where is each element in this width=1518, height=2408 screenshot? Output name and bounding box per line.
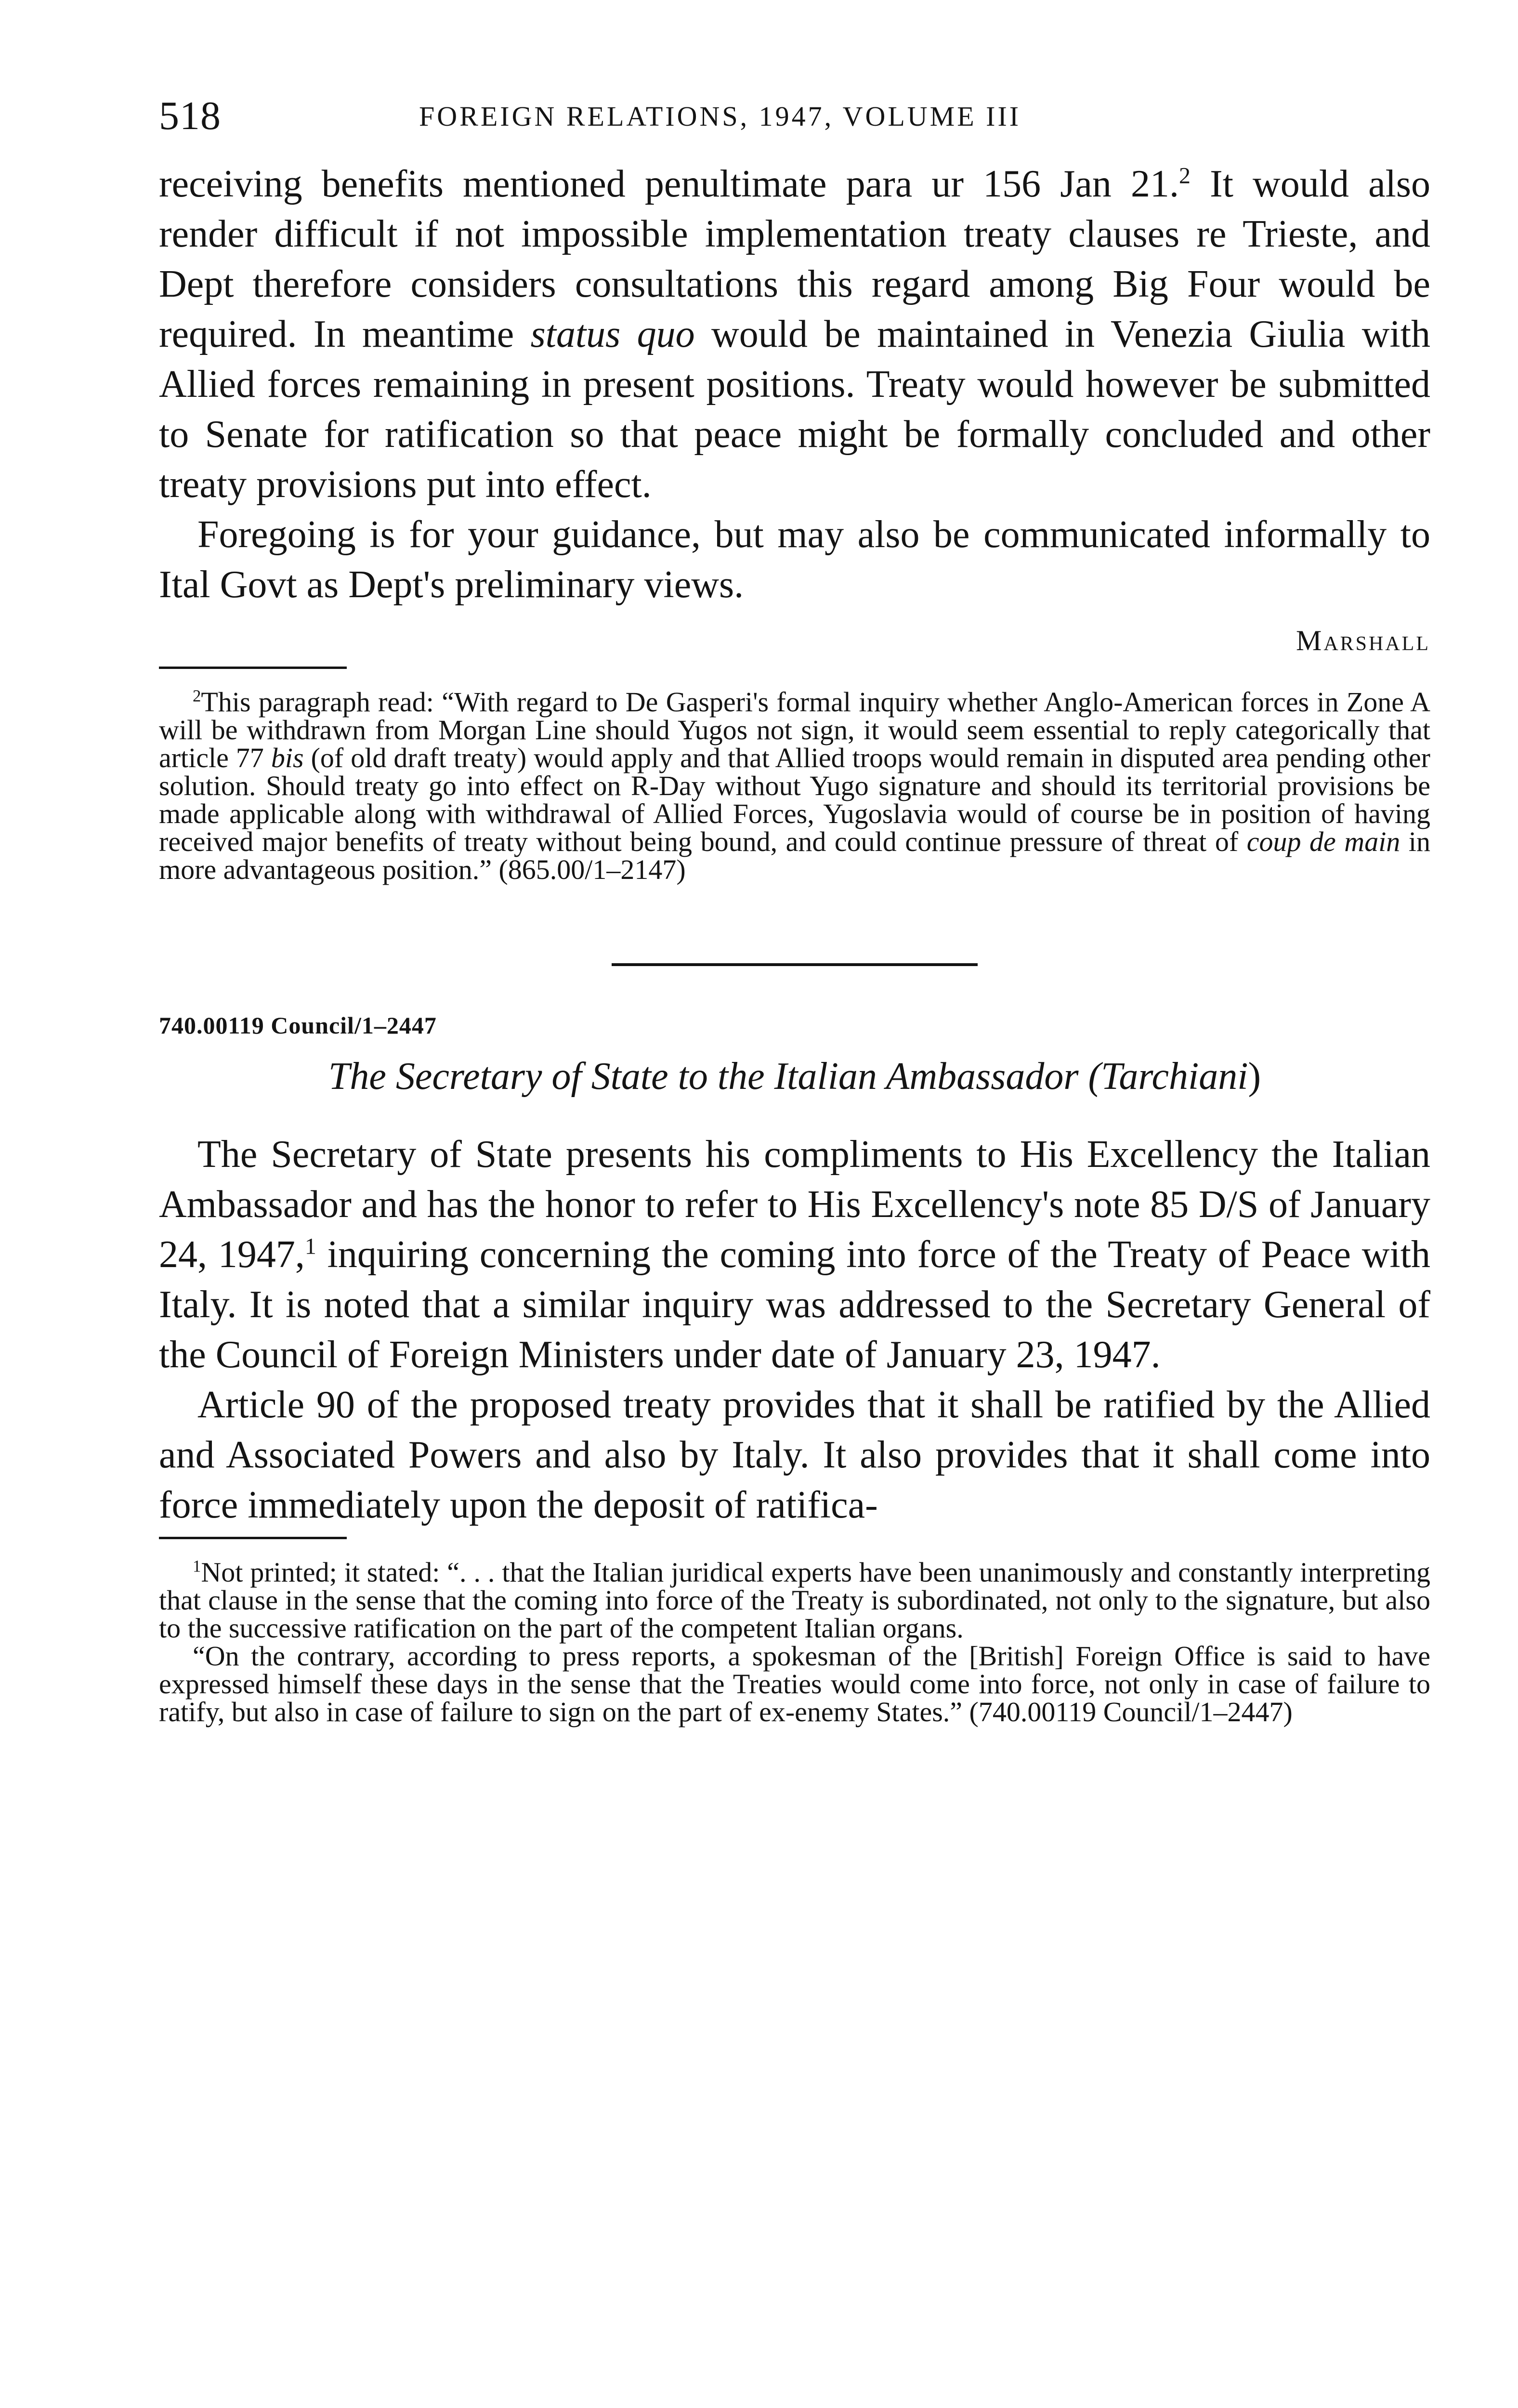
first-document-body	[159, 159, 1430, 610]
section-separator	[159, 884, 1430, 1009]
document-title: The Secretary of State to the Italian Ambassador (Tarchiani)	[328, 1055, 1261, 1098]
footnote-ref: 1	[304, 1233, 316, 1259]
footnote-divider	[159, 1537, 347, 1539]
running-title: FOREIGN RELATIONS, 1947, VOLUME III	[419, 101, 1021, 132]
second-document-body	[159, 1129, 1430, 1530]
footnote-marker: 2	[193, 686, 201, 706]
footnote-ref: 2	[1178, 163, 1191, 189]
paragraph: Article 90 of the proposed treaty provides that it shall be ratified by the Allied and Associated Powers and also by Italy. It also provides that it shall come into force immediately upon the deposit of ratifica-	[159, 1384, 1430, 1526]
paragraph: Foregoing is for your guidance, but may also be communicated informally to Ital Govt as Dept's preliminary views.	[159, 513, 1430, 606]
signature: Marshall	[1296, 625, 1430, 656]
file-number: 740.00119 Council/1–2447	[159, 1012, 437, 1039]
footnote-marker: 1	[193, 1557, 201, 1576]
separator-line	[612, 963, 978, 966]
running-head	[159, 82, 1430, 159]
paragraph: The Secretary of State presents his compliments to His Excellency the Italian Ambassador and has the honor to refer to His Excellency's note 85 D/S of January 24, 1947,$^1$ inquiring concerning the coming into force of the Treaty of Peace with Italy. It is noted that a similar inquiry was addressed to the Secretary General of the Council of Foreign Ministers under date of January 23, 1947.	[159, 1133, 1431, 1376]
paragraph: receiving benefits mentioned penultimate para ur 156 Jan 21.$^2$ It would also render difficult if not impossible implementation treaty clauses re Trieste, and Dept therefore considers consultations this regard among Big Four would be required. In meantime status quo would be maintained in Venezia Giulia with Allied forces remaining in present positions. Treaty would however be submitted to Senate for ratification so that peace might be formally concluded and other treaty provisions put into effect.	[159, 163, 1431, 506]
footnote-divider	[159, 667, 347, 669]
footnote-2: $^2$This paragraph read: “With regard to De Gasperi's formal inquiry whether Anglo-American forces in Zone A will be withdrawn from Morgan Line should Yugos not sign, it would seem essential to reply categorically that article 77 bis (of old draft treaty) would apply and that Allied troops would remain in disputed area pending other solution. Should treaty go into effect on R-Day without Yugo signature and should its territorial provisions be made applicable along with withdrawal of Allied Forces, Yugoslavia would of course be in position of having received major benefits of treaty without being bound, and could continue pressure of threat of coup de main in more advantageous position.” (865.00/1–2147)	[159, 686, 1430, 885]
document-page	[159, 82, 1430, 1726]
page-number: 518	[159, 93, 221, 138]
footnote-1: $^1$Not printed; it stated: “. . . that the Italian juridical experts have been unanimously and constantly interpreting that clause in the sense that the coming into force of the Treaty is subordinated, not only to the signature, but also to the successive ratification on the part of the competent Italian organs. “On the contrary, according to press reports, a spokesman of the [British] Foreign Office is said to have expressed himself these days in the sense that the Treaties would come into force, not only in case of failure to ratify, but also in case of failure to sign on the part of ex-enemy States.” (740.00119 Council/1–2447)	[159, 1557, 1430, 1727]
